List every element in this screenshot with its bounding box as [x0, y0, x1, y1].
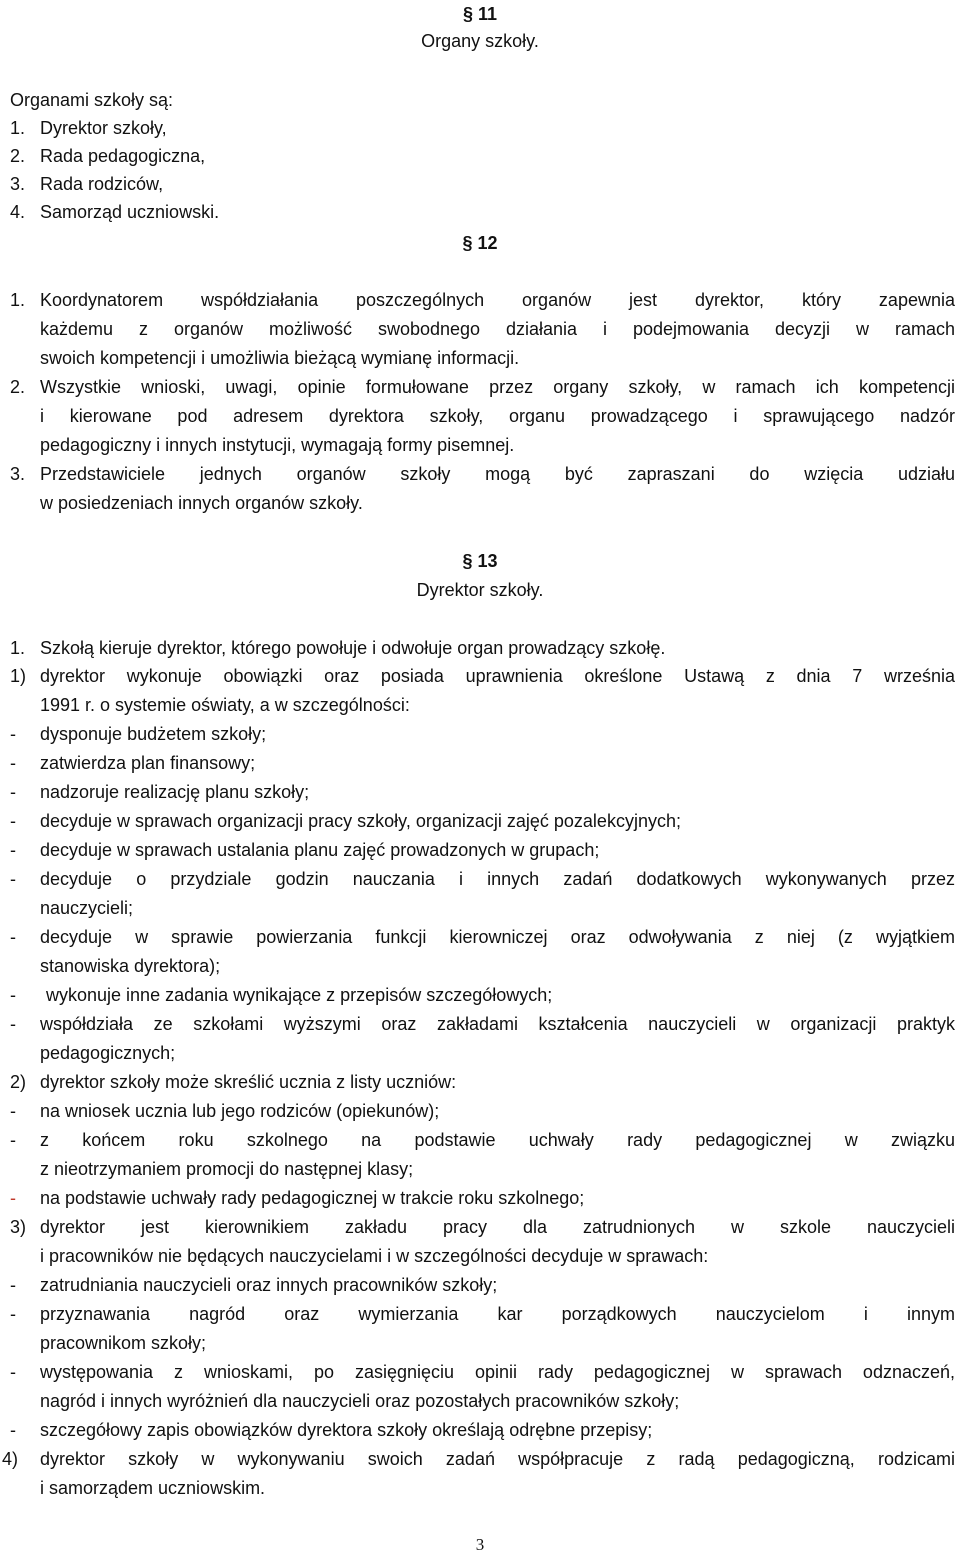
section-12-mark: § 12 — [462, 233, 498, 253]
section-13-mark: § 13 — [462, 551, 498, 571]
page-number: 3 — [475, 1535, 485, 1554]
organs-intro: Organami szkoły są: — [10, 90, 174, 110]
document-page: § 11 Organy szkoły. Organami szkoły są: 1. Dyrektor szkoły, 2. Rada pedagogiczna, 3. Rada rodziców, 4. Samorząd uczniowski. § 12 1. Koordynatorem współdziałania poszczególnych organów jest dyrektor, który zapewnia każdemu z organów możliwość swobodnego działania i podejmowania decyzji w ramach swoich kompetencji i umożliwia bieżącą wymianę informacji. 2. Wszystkie wnioski, uwagi, opinie formułowane przez organy szkoły, w ramach ich kompetencji i kierowane pod adresem dyrektora szkoły, organu prowadzącego i sprawującego nadzór pedagogiczny i innych instytucji, wymagają formy pisemnej. 3. Przedstawiciele jednych organów szkoły mogą być zapraszani do wzięcia udziału w posiedzeniach innych organów szkoły. § 13 Dyrektor szkoły. 1. Szkołą kieruje dyrektor, którego powołuje i odwołuje organ prowadzący szkołę. 1) dyrektor wykonuje obowiązki oraz posiada uprawnienia określone Ustawą z dnia 7 września 1991 r. o systemie oświaty, a w szczególności: - dysponuje budżetem szkoły; - zatwierdza plan finansowy; - nadzoruje realizację planu szkoły; - decyduje w sprawach organizacji pracy szkoły, organizacji zajęć pozalekcyjnych; - decyduje w sprawach ustalania planu zajęć prowadzonych w grupach; - decyduje o przydziale godzin nauczania i innych zadań dodatkowych wykonywanych przez nauczycieli; - decyduje w sprawie powierzania funkcji kierowniczej oraz odwoływania z niej (z wyjątkiem stanowiska dyrektora); - wykonuje inne zadania wynikające z przepisów szczegółowych; - współdziała ze szkołami wyższymi oraz zakładami kształcenia nauczycieli w organizacji praktyk pedagogicznych; 2) dyrektor szkoły może skreślić ucznia z listy uczniów: - na wniosek ucznia lub jego rodziców (opiekunów); - z końcem roku szkolnego na podstawie uchwały rady pedagogicznej w związku z nieotrzymaniem promocji do następnej klasy; - na podstawie uchwały rady pedagogicznej w trakcie roku szkolnego; 3) dyrektor jest kierownikiem zakładu pracy dla zatrudnionych w szkole nauczycieli i pracowników nie będących nauczycielami i w szczególności decyduje w sprawach: - zatrudniania nauczycieli oraz innych pracowników szkoły; - przyznawania nagród oraz wymierzania kar porządkowych nauczycielom i innym pracownikom szkoły; - występowania z wnioskami, po zasięgnięciu opinii rady pedagogicznej w sprawach odznaczeń, nagród i innych wyróżnień dla nauczycieli oraz pozostałych pracowników szkoły; - szczegółowy zapis obowiązków dyrektora szkoły określają odrębne przepisy; 4) dyrektor szkoły w wykonywaniu swoich zadań współpracuje z radą pedagogiczną, rodzicami i samorządem uczniowskim. 3 — [0, 0, 960, 1552]
section-11-mark: § 11 — [462, 4, 498, 24]
section-11-title: Organy szkoły. — [421, 31, 539, 51]
section-13-title: Dyrektor szkoły. — [416, 580, 544, 600]
